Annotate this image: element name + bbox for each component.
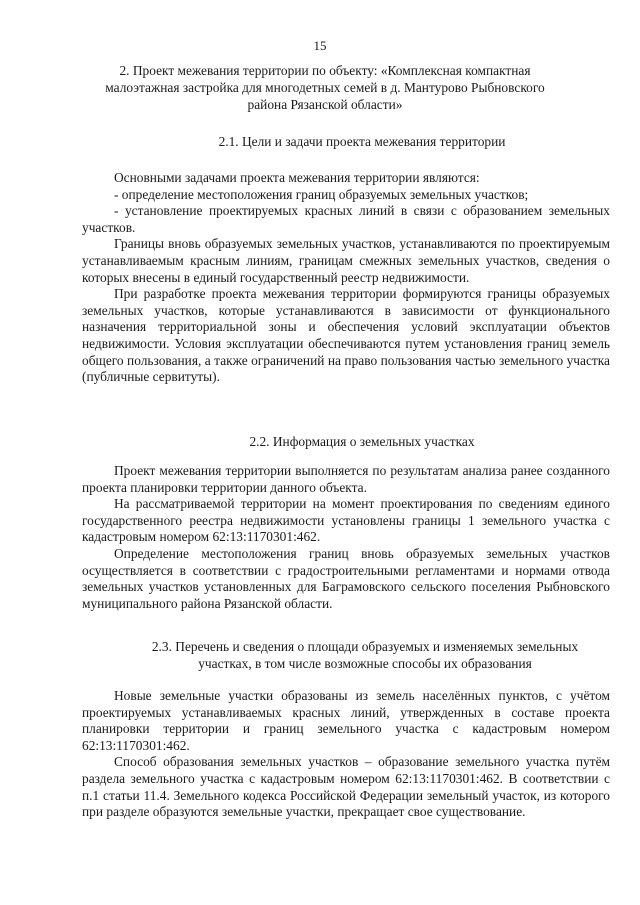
section-heading-2-text: 2.2. Информация о земельных участках [249,434,475,449]
paragraph: Границы вновь образуемых земельных участков, устанавливаются по проектируемым устанавливаемым красным линиям, границам смежных земельных участков, сведения о которых внесены в единый государственный реестр недвижимости. [82,236,610,285]
paragraph: - установление проектируемых красных линий в связи с образованием земельных участков. [82,203,610,235]
section-heading-1 [114,134,610,150]
paragraph: - определение местоположения границ образуемых земельных участков; [114,186,529,202]
paragraph: При разработке проекта межевания территории формируются границы образуемых земельных участков, которые устанавливаются в зависимости от функционального назначения территориальной зоны и обеспечения условий эксплуатации объектов недвижимости. Условия эксплуатации обеспечиваются путем установления границ земель общего пользования, а также ограничений на право пользования частью земельного участка (публичные сервитуты). [82,286,610,385]
section-3-body [82,688,610,821]
paragraph: На рассматриваемой территории на момент проектирования по сведениям единого государственного реестра недвижимости установлены границы 1 земельного участка с кадастровым номером 62:13:1170301:462. [82,496,610,545]
paragraph: Способ образования земельных участков – образование земельного участка путём раздела земельного участка с кадастровым номером 62:13:1170301:462. В соответствии с п.1 статьи 11.4. Земельного кодекса Российской Федерации земельный участок, из которого при разделе образуются земельные участки, прекращает свое существование. [82,754,610,820]
document-title: 2. Проект межевания территории по объекту: «Комплексная компактная малоэтажная застройка для многодетных семей в д. Мантурово Рыбновского района Рязанской области» [105,63,545,112]
paragraph: Новые земельные участки образованы из земель населённых пунктов, с учётом проектируемых устанавливаемых красных линий, утвержденных в составе проекта планировки территории и границ земельного участка с кадастровым номером 62:13:1170301:462. [82,688,610,753]
paragraph: Основными задачами проекта межевания территории являются: [114,170,480,185]
section-2-body [82,463,610,612]
section-heading-1-text: 2.1. Цели и задачи проекта межевания территории [218,134,506,149]
section-heading-3: 2.3. Перечень и сведения о площади образуемых и изменяемых земельных участках, в том числе возможные способы их образования [151,639,579,671]
paragraph: Проект межевания территории выполняется по результатам анализа ранее созданного проекта планировки территории данного объекта. [82,463,610,495]
section-1-body [82,170,610,386]
paragraph: Определение местоположения границ вновь образуемых земельных участков осуществляется в соответствии с градостроительными регламентами и нормами отвода земельных участков установленных для Баграмовского сельского поселения Рыбновского муниципального района Рязанской области. [82,545,610,611]
page-number: 15 [313,38,327,53]
section-heading-2 [114,434,610,450]
